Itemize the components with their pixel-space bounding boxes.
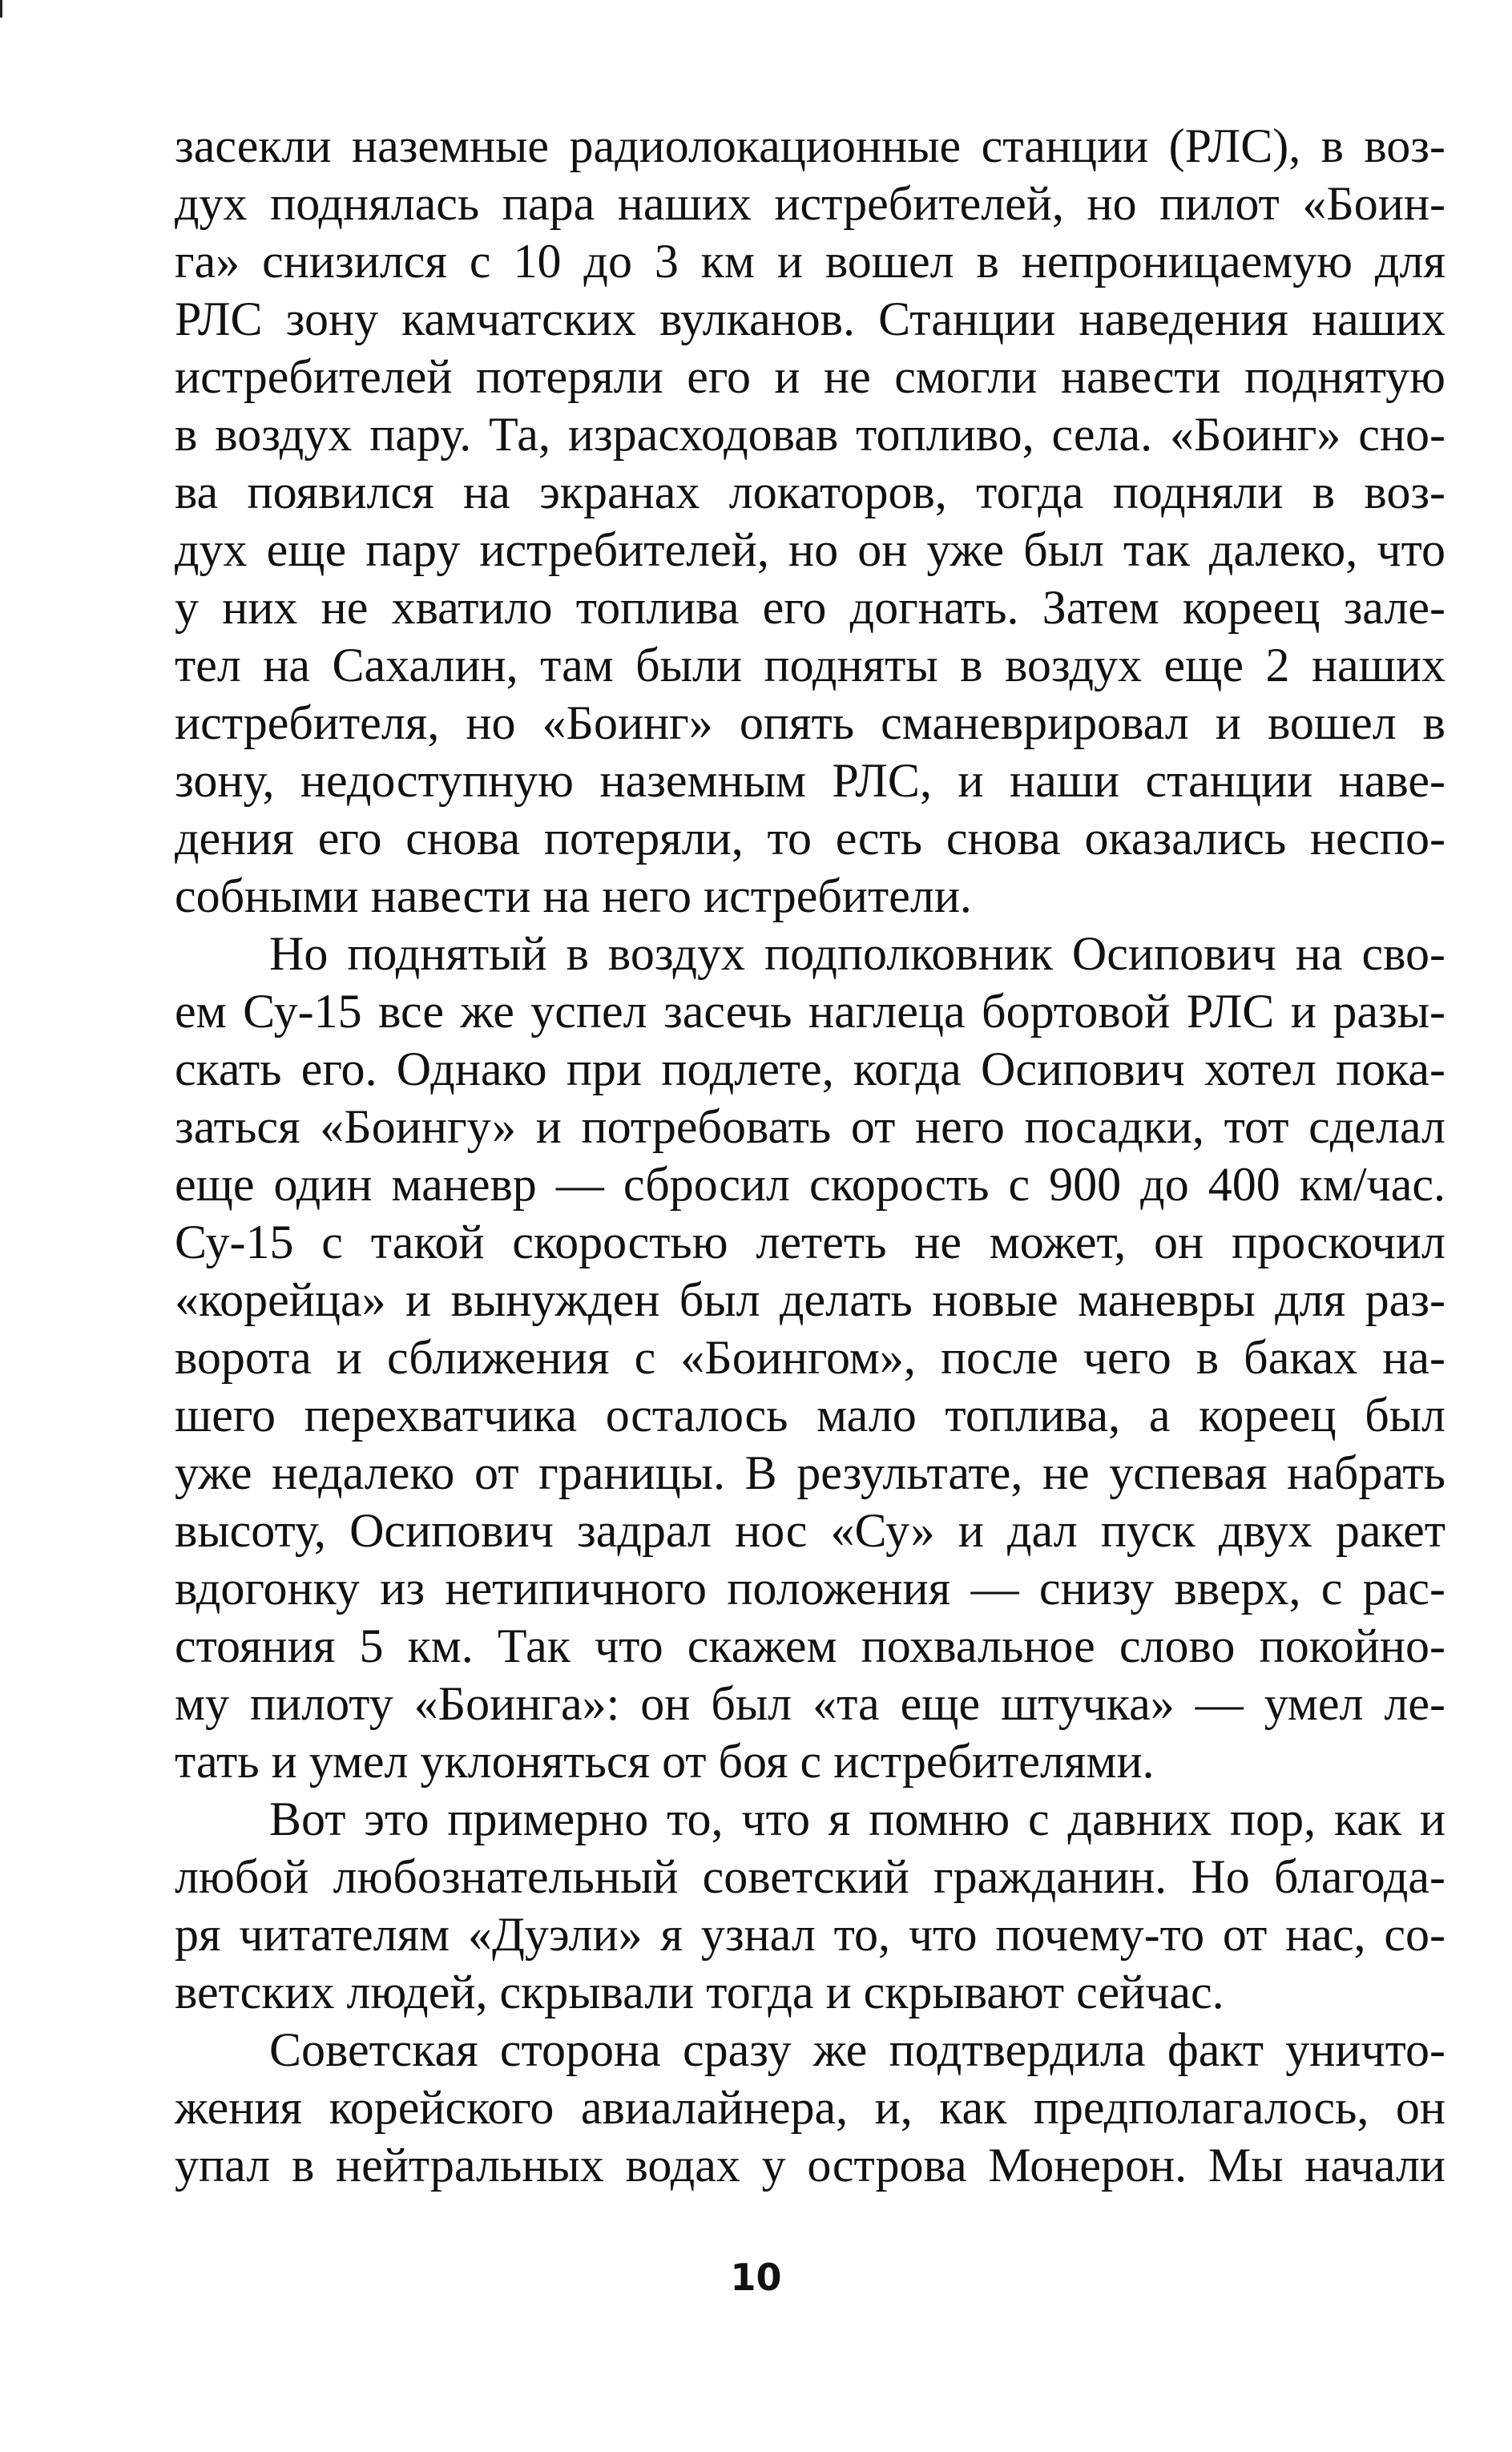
text-line: истребителя, но «Боинг» опять сманеврировал и вошел в: [175, 696, 1445, 749]
text-line: зону, недоступную наземным РЛС, и наши станции наве-: [175, 754, 1445, 807]
text-line: любой любознательный советский гражданин. Но благода-: [175, 1850, 1445, 1903]
text-line: шего перехватчика осталось мало топлива, а кореец был: [175, 1389, 1445, 1442]
body-text: [175, 117, 1445, 2194]
text-line: ворота и сближения с «Боингом», после чего в баках на-: [175, 1331, 1445, 1384]
text-line: ва появился на экранах локаторов, тогда подняли в воз-: [175, 466, 1445, 518]
text-line: ем Су-15 все же успел засечь наглеца бортовой РЛС и разы-: [175, 985, 1445, 1038]
text-line: засекли наземные радиолокационные станции (РЛС), в воз-: [175, 119, 1445, 172]
page-number: 10: [730, 2256, 782, 2299]
text-line: дения его снова потеряли, то есть снова оказались неспо-: [175, 812, 1445, 865]
text-line: РЛС зону камчатских вулканов. Станции наведения наших: [175, 292, 1445, 345]
text-line: собными навести на него истребители.: [175, 869, 972, 922]
text-line: высоту, Осипович задрал нос «Су» и дал пуск двух ракет: [175, 1504, 1445, 1557]
text-line: у них не хватило топлива его догнать. Затем кореец зале-: [175, 581, 1445, 634]
text-line: истребителей потеряли его и не смогли навести поднятую: [175, 350, 1445, 403]
text-line: Советская сторона сразу же подтвердила факт уничто-: [269, 2023, 1445, 2076]
text-line: Но поднятый в воздух подполковник Осипович на сво-: [269, 927, 1445, 980]
text-line: вдогонку из нетипичного положения — снизу вверх, с рас-: [175, 1562, 1445, 1615]
text-line: стояния 5 км. Так что скажем похвальное слово покойно-: [175, 1619, 1445, 1672]
text-line: заться «Боингу» и потребовать от него посадки, тот сделал: [175, 1100, 1445, 1153]
paragraph: [175, 2021, 1445, 2194]
paragraph: [175, 117, 1445, 925]
text-line: Вот это примерно то, что я помню с давних пор, как и: [269, 1793, 1445, 1845]
text-line: «корейца» и вынужден был делать новые маневры для раз-: [175, 1273, 1445, 1326]
text-line: уже недалеко от границы. В результате, не успевая набрать: [175, 1446, 1445, 1499]
text-line: тел на Сахалин, там были подняты в воздух еще 2 наших: [175, 639, 1445, 692]
text-line: га» снизился с 10 до 3 км и вошел в непроницаемую для: [175, 235, 1445, 288]
text-line: упал в нейтральных водах у острова Монерон. Мы начали: [175, 2139, 1445, 2192]
text-line: ря читателям «Дуэли» я узнал то, что почему-то от нас, со-: [175, 1908, 1445, 1961]
text-line: скать его. Однако при подлете, когда Осипович хотел пока-: [175, 1043, 1445, 1095]
paragraph: [175, 925, 1445, 1790]
text-line: му пилоту «Боинга»: он был «та еще штучка» — умел ле-: [175, 1677, 1445, 1730]
text-line: дух еще пару истребителей, но он уже был так далеко, что: [175, 523, 1445, 576]
text-line: Су-15 с такой скоростью лететь не может, он проскочил: [175, 1216, 1445, 1268]
text-line: жения корейского авиалайнера, и, как предполагалось, он: [175, 2081, 1445, 2134]
paragraph: [175, 1790, 1445, 2021]
text-line: дух поднялась пара наших истребителей, но пилот «Боин-: [175, 177, 1445, 230]
text-line: еще один маневр — сбросил скорость с 900 до 400 км/час.: [175, 1158, 1445, 1211]
text-line: в воздух пару. Та, израсходовав топливо, села. «Боинг» сно-: [175, 408, 1445, 461]
text-line: ветских людей, скрывали тогда и скрывают сейчас.: [175, 1966, 1224, 2018]
scan-edge-mark: [0, 0, 2, 18]
text-line: тать и умел уклоняться от боя с истребителями.: [175, 1735, 1155, 1788]
